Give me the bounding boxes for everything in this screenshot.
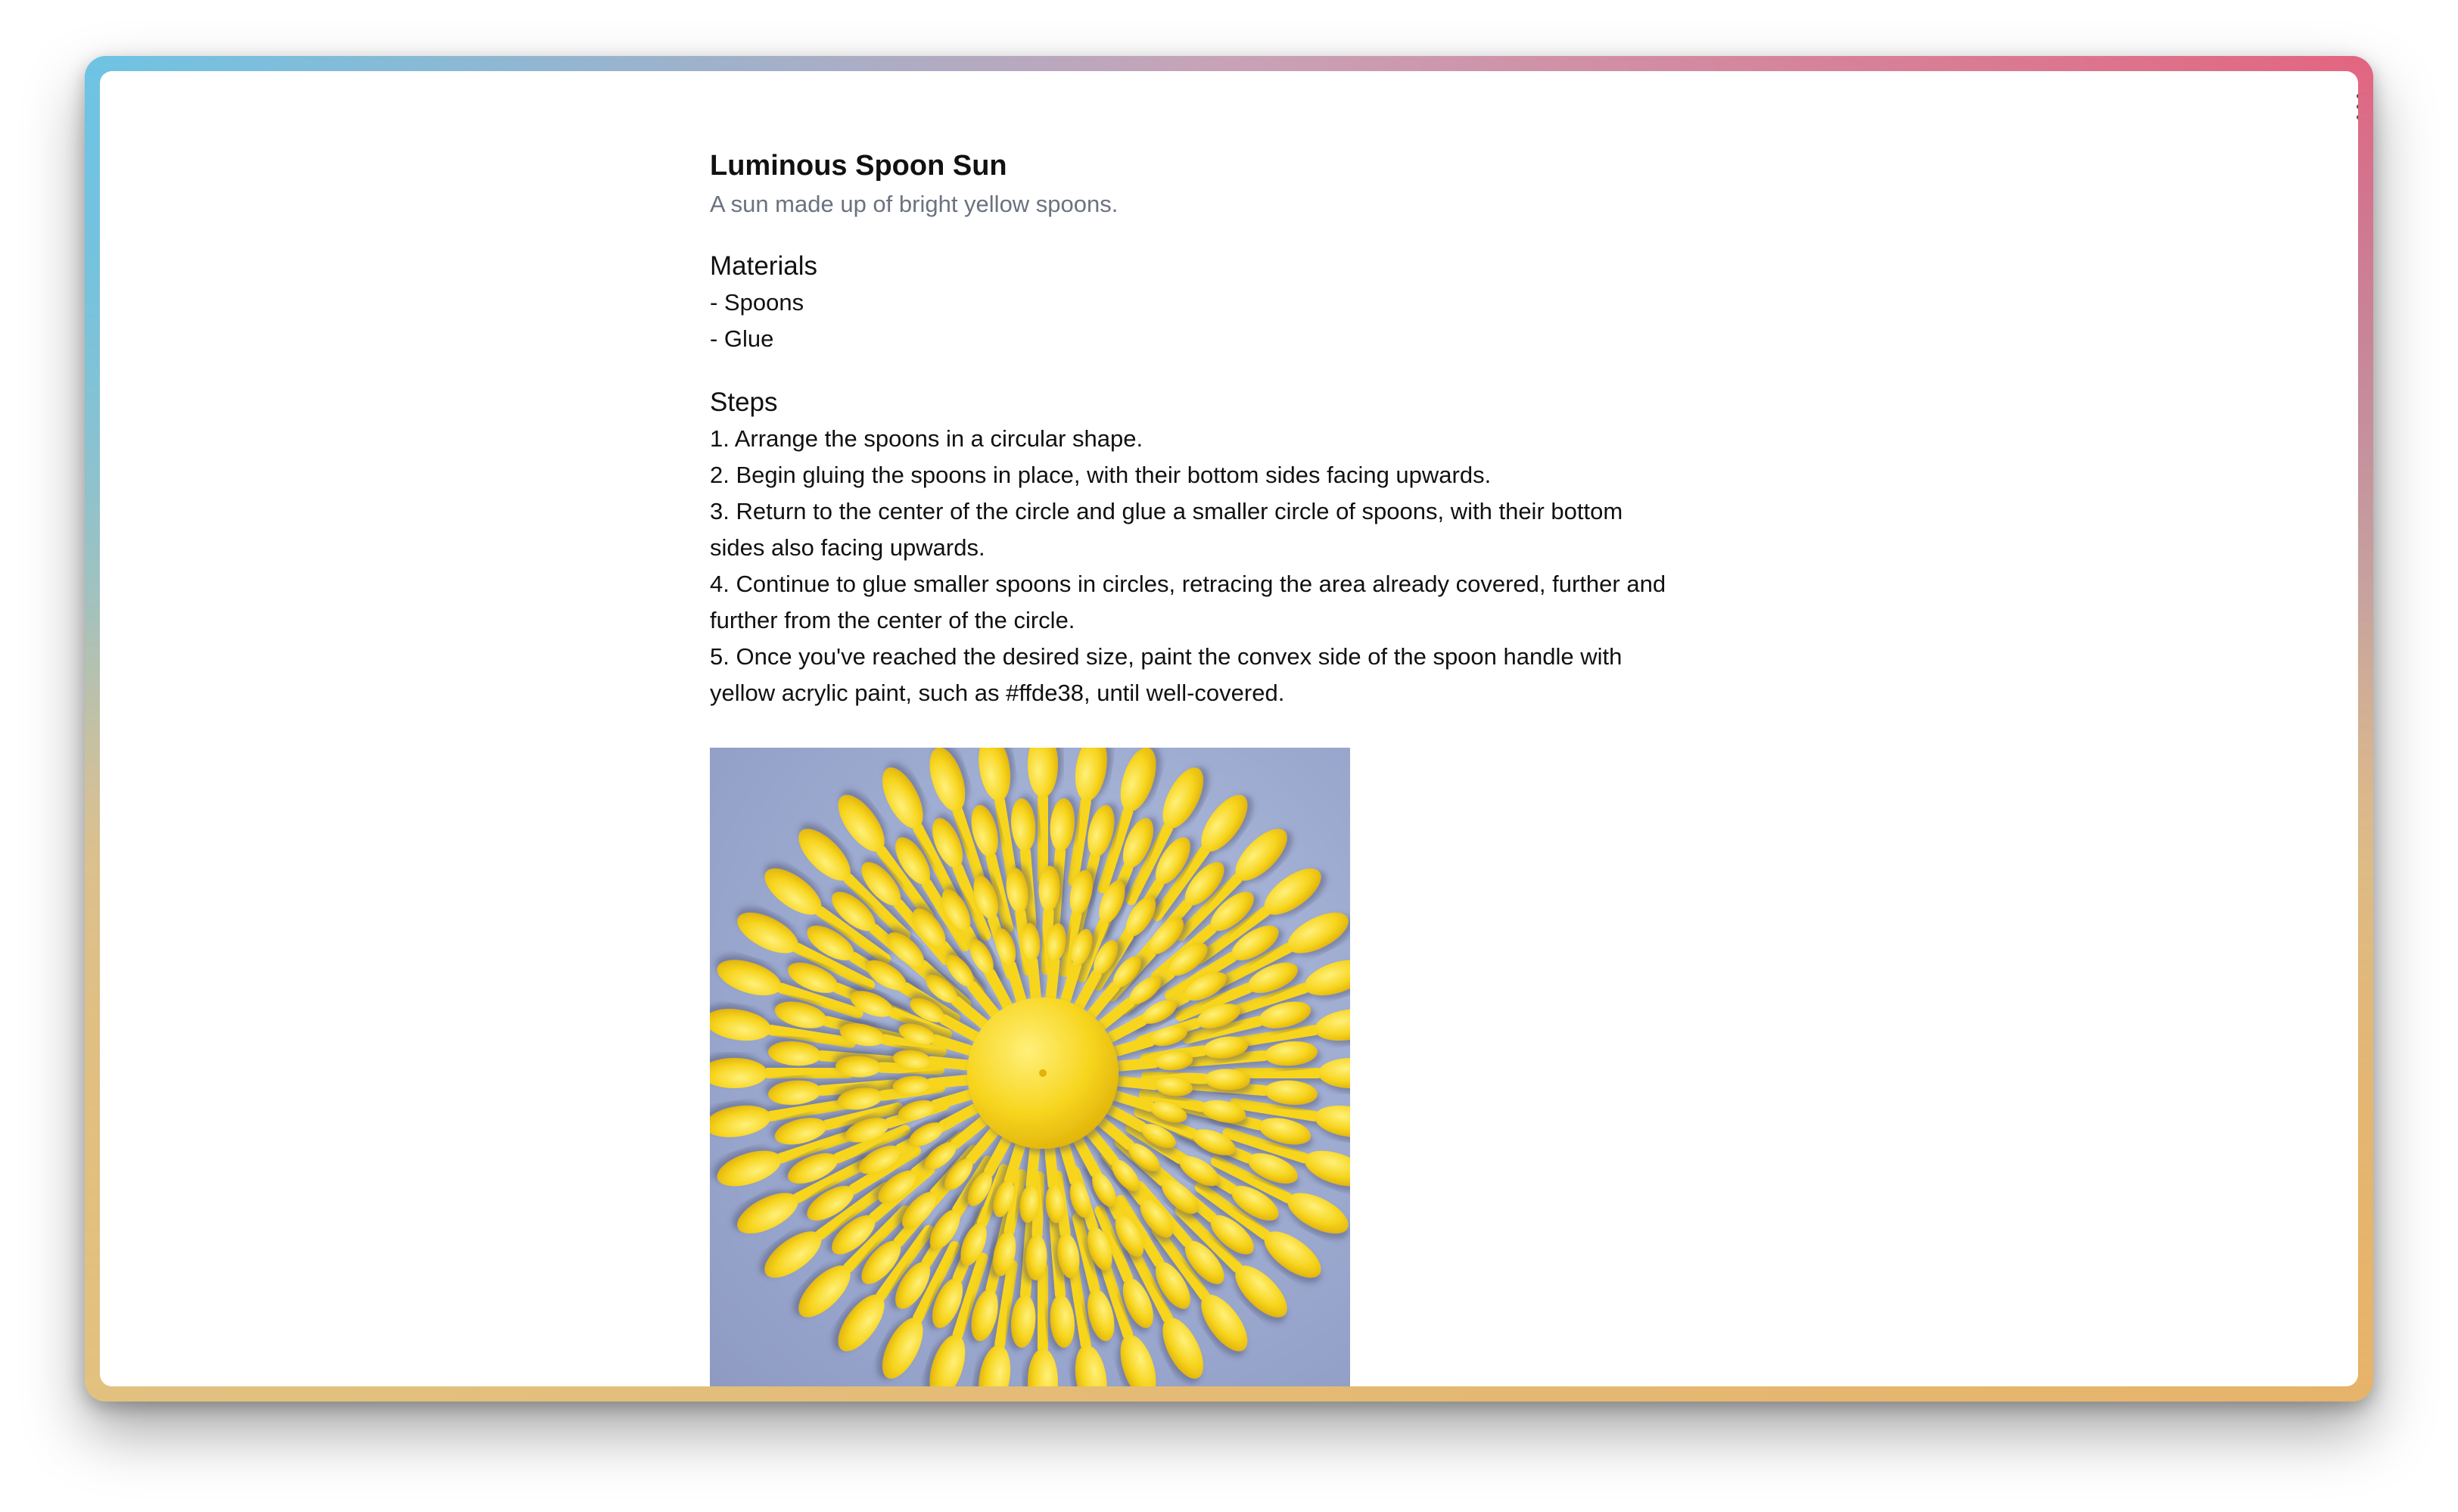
materials-list <box>710 285 1784 357</box>
page-subtitle: A sun made up of bright yellow spoons. <box>710 191 1119 217</box>
step-line: 4. Continue to glue smaller spoons in circles, retracing the area already covered, further and <box>710 571 1666 597</box>
steps-heading: Steps <box>710 387 778 417</box>
materials-heading: Materials <box>710 251 817 281</box>
step-line: 1. Arrange the spoons in a circular shape. <box>710 425 1143 452</box>
step-line: 2. Begin gluing the spoons in place, with their bottom sides facing upwards. <box>710 462 1492 488</box>
step-line: sides also facing upwards. <box>710 534 985 561</box>
app-window-frame <box>85 56 2373 1402</box>
spoon-sun-illustration <box>710 748 1350 1386</box>
page-title: Luminous Spoon Sun <box>710 150 1007 182</box>
step-line: 5. Once you've reached the desired size, paint the convex side of the spoon handle with <box>710 643 1623 670</box>
steps-list <box>710 421 1784 711</box>
article <box>710 147 1784 1386</box>
step-line: yellow acrylic paint, such as #ffde38, until well-covered. <box>710 680 1285 706</box>
materials-item: - Spoons <box>710 289 804 316</box>
step-line: further from the center of the circle. <box>710 607 1075 633</box>
resize-handle[interactable] <box>2354 94 2358 120</box>
content-panel[interactable] <box>100 71 2358 1386</box>
step-line: 3. Return to the center of the circle and glue a smaller circle of spoons, with their bottom <box>710 498 1623 524</box>
spoon-sun-image <box>710 748 1350 1386</box>
materials-item: - Glue <box>710 325 774 352</box>
